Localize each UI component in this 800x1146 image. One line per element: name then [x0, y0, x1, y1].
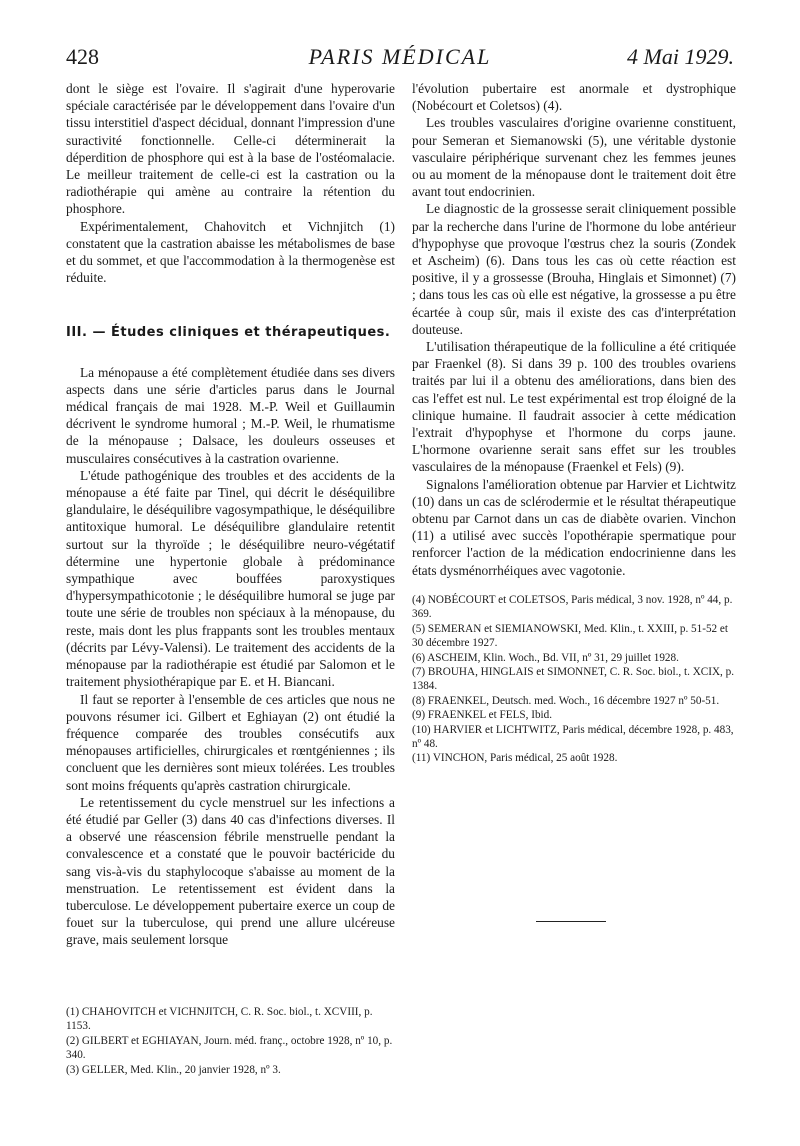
left-footnotes	[66, 1005, 395, 1077]
footnote: (1) CHAHOVITCH et VICHNJITCH, C. R. Soc. biol., t. XCVIII, p. 1153.	[66, 1006, 373, 1033]
right-column	[412, 80, 736, 766]
paragraph: Il faut se reporter à l'ensemble de ces articles que nous ne pouvons résumer ici. Gilbert et Eghiayan (2) ont étudié la fréquence comparée des troubles consécutifs aux ménopauses artificielles, chirurgicales et rœntgéniennes ; ils concluent que les dernières sont mieux tolérées. Les troubles sont moins fréquents qu'après castration chirurgicale.	[66, 691, 395, 793]
paragraph: Expérimentalement, Chahovitch et Vichnjitch (1) constatent que la castration abaisse les métabolismes de base et du sommet, et que l'accommodation à la thermogenèse est réduite.	[66, 218, 395, 286]
page-header	[66, 44, 734, 78]
spacer	[66, 286, 395, 314]
footnote: (9) FRAENKEL et FELS, Ibid.	[412, 709, 553, 722]
footnote: (10) HARVIER et LICHTWITZ, Paris médical, décembre 1928, p. 483, nº 48.	[412, 723, 734, 750]
footnote: (6) ASCHEIM, Klin. Woch., Bd. VII, nº 31, 29 juillet 1928.	[412, 651, 679, 664]
left-column	[66, 80, 395, 949]
footnote: (3) GELLER, Med. Klin., 20 janvier 1928, nº 3.	[66, 1063, 281, 1076]
footnote: (11) VINCHON, Paris médical, 25 août 1928.	[412, 752, 618, 765]
paragraph: L'étude pathogénique des troubles et des accidents de la ménopause a été faite par Tinel, qui décrit le déséquilibre glandulaire, le déséquilibre vagosympathique, le déséquilibre antitoxique humoral. Le déséquilibre glandulaire retentit surtout sur la thyroïde ; le déséquilibre neuro-végétatif détermine une hypertonie globale à prédominance sympathique avec bouffées paroxystiques d'hypersympathicotonie ; le déséquilibre humoral se juge par toute une série de troubles non spéciaux à la ménopause, du reste, mais dont les plus frappants sont les troubles mentaux (décrits par Lévy-Valensi). Le traitement des accidents de la ménopause par la radiothérapie est étudié par Salomon et le traitement physiothérapique par E. et H. Biancani.	[66, 467, 395, 690]
paragraph: Les troubles vasculaires d'origine ovarienne constituent, pour Semeran et Siemanowski (5), une véritable dystonie vasculaire périphérique survenant chez les femmes jeunes ou au moment de la ménopause dont le traitement doit être avant tout endocrinien.	[412, 115, 736, 200]
footnote: (2) GILBERT et EGHIAYAN, Journ. méd. franç., octobre 1928, nº 10, p. 340.	[66, 1034, 393, 1062]
footnote: (7) BROUHA, HINGLAIS et SIMONNET, C. R. Soc. biol., t. XCIX, p. 1384.	[412, 665, 735, 693]
section-heading: III. — Études cliniques et thérapeutiques.	[66, 325, 391, 341]
page-number: 428	[66, 44, 99, 69]
paragraph: l'évolution pubertaire est anormale et dystrophique (Nobécourt et Coletsos) (4).	[412, 81, 736, 114]
paragraph: Le retentissement du cycle menstruel sur les infections a été étudié par Geller (3) dans 40 cas d'infections diverses. Il a observé une réascension fébrile menstruelle pendant la convalescence et a constaté que le pouvoir bactéricide du sang vis-à-vis du staphylocoque s'abaisse au moment de la menstruation. Le retentissement est évident dans la tuberculose. Le développement pubertaire exerce un coup de fouet sur la tuberculose, qui prend une allure ulcéreuse grave, mais seulement lorsque	[66, 794, 395, 948]
issue-date: 4 Mai 1929.	[627, 44, 734, 69]
paragraph: L'utilisation thérapeutique de la folliculine a été critiquée par Fraenkel (8). Si dans 39 p. 100 des troubles ovariens traités par lui il a obtenu des améliorations, dans bien des cas l'effet est nul. Le test expérimental est trop éloigné de la clinique humaine. Il faudrait associer à cette médication l'extrait d'hypophyse et l'hormone du corps jaune. L'hormone ovarienne serait sans effet sur les troubles vasculaires de la ménopause (Fraenkel et Fels) (9).	[412, 339, 736, 475]
right-footnotes	[412, 593, 736, 766]
journal-title: PARIS MÉDICAL	[308, 44, 492, 69]
paragraph: La ménopause a été complètement étudiée dans ses divers aspects dans une série d'articles parus dans le Journal médical français de mai 1928. M.-P. Weil et Guillaumin décrivent le syndrome humoral ; M.-P. Weil, le rhumatisme de la ménopause ; Dalsace, les douleurs osseuses et musculaires consécutives à la castration ovarienne.	[66, 364, 395, 466]
footnote: (4) NOBÉCOURT et COLETSOS, Paris médical, 3 nov. 1928, nº 44, p. 369.	[412, 593, 733, 621]
paragraph: Le diagnostic de la grossesse serait cliniquement possible par la recherche dans l'urine de l'hormone du lobe antérieur d'hypophyse que provoque l'œstrus chez la souris (Zondek et Ascheim) (6). Dans tous les cas où cette réaction est positive, il y a grossesse (Brouha, Hinglais et Simonnet) (7) ; dans tous les cas où elle est négative, la grossesse a pu être écartée à coup sûr, mais il existe des cas d'interprétation douteuse.	[412, 201, 736, 337]
paragraph: Signalons l'amélioration obtenue par Harvier et Lichtwitz (10) dans un cas de sclérodermie et le résultat thérapeutique obtenu par Carnot dans un cas de diabète ovarien. Vinchon (11) a utilisé avec succès l'opothérapie spermatique pour renforcer l'action de la médication endocrinienne dans les états dysménorrhéiques avec vagotonie.	[412, 476, 736, 578]
end-rule	[536, 921, 606, 922]
footnote: (8) FRAENKEL, Deutsch. med. Woch., 16 décembre 1927 nº 50-51.	[412, 694, 720, 707]
paragraph: dont le siège est l'ovaire. Il s'agirait d'une hyperovarie spéciale caractérisée par le développement dans l'ovaire d'un tissu interstitiel d'aspect décidual, donnant l'impression d'une suractivité fonctionnelle. Celle-ci déterminerait la déperdition de phosphore qui est à la base de l'ostéomalacie. Le meilleur traitement de celle-ci est la castration ou la radiothérapie qui amène au contraire la rétention du phosphore.	[66, 81, 395, 217]
footnote: (5) SEMERAN et SIEMIANOWSKI, Med. Klin., t. XXIII, p. 51-52 et 30 décembre 1927.	[412, 622, 729, 650]
